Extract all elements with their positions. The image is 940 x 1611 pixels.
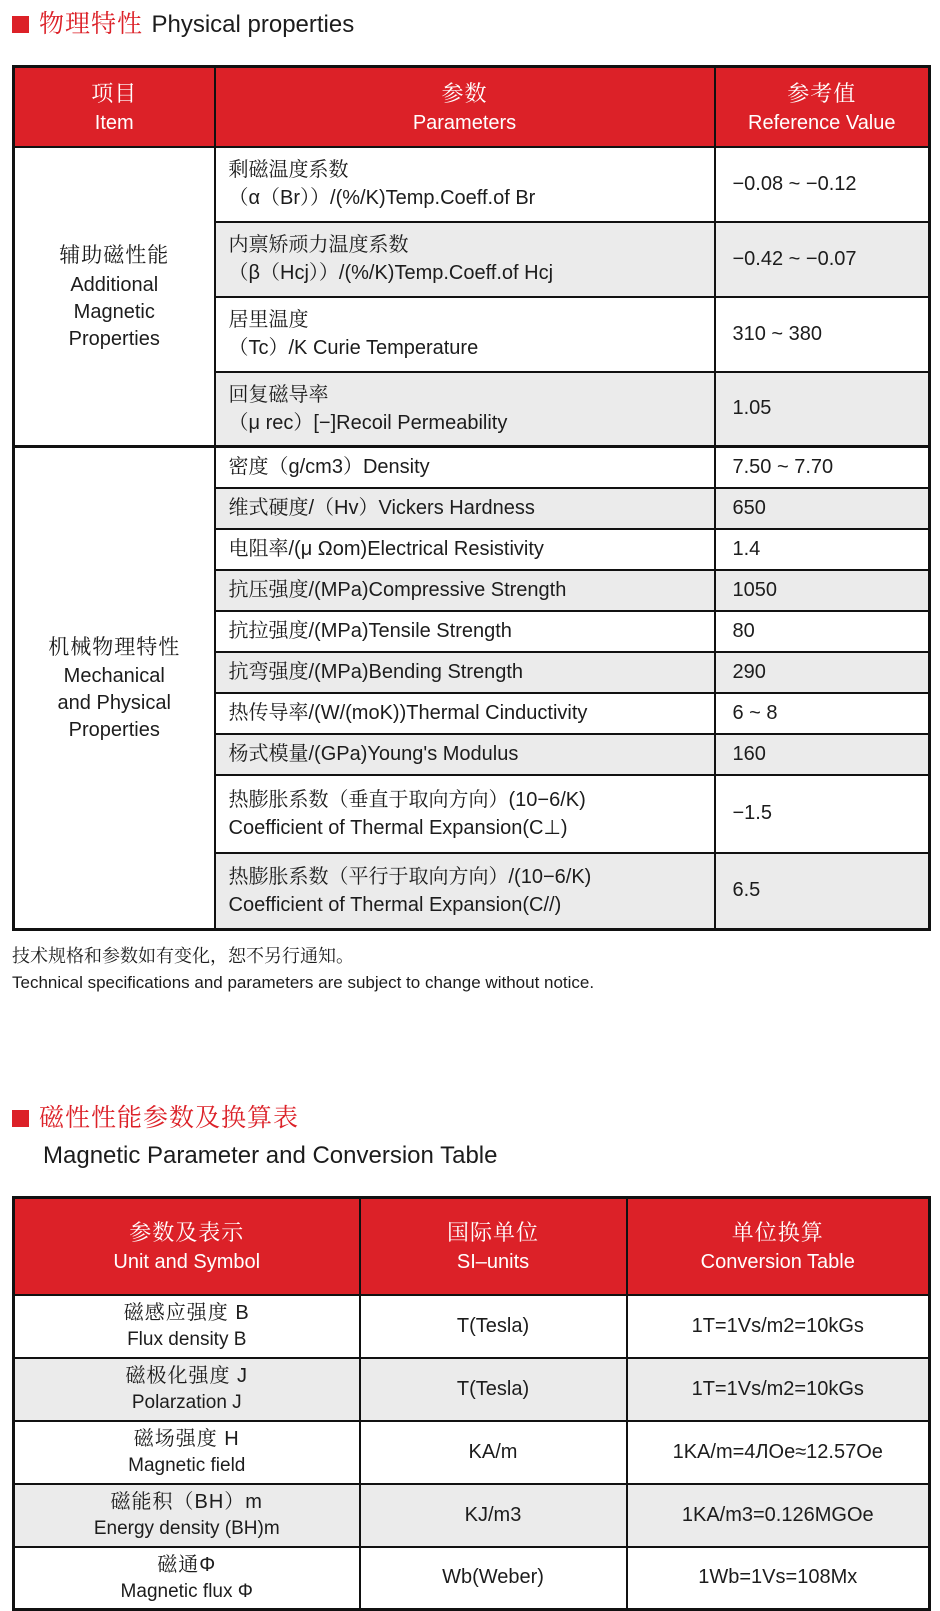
reference-value-cell: 650: [715, 488, 930, 529]
parameter-cell: 热膨胀系数（垂直于取向方向）(10−6/K) Coefficient of Thermal Expansion(C⊥): [215, 775, 715, 853]
reference-value-cell: 1.05: [715, 372, 930, 447]
si-unit-cell: T(Tesla): [360, 1358, 627, 1421]
reference-value-cell: −1.5: [715, 775, 930, 853]
table-row: [14, 1547, 930, 1610]
parameter-cell: 剩磁温度系数 （α（Br））/(%/K)Temp.Coeff.of Br: [215, 147, 715, 222]
section-title-zh: 磁性性能参数及换算表: [39, 1104, 300, 1132]
parameter-cell: 抗压强度/(MPa)Compressive Strength: [215, 570, 715, 611]
table-row: [14, 1484, 930, 1547]
conversion-cell: 1T=1Vs/m2=10kGs: [627, 1358, 930, 1421]
parameter-cell: 热传导率/(W/(moK))Thermal Cinductivity: [215, 693, 715, 734]
parameter-cell: 热膨胀系数（平行于取向方向）/(10−6/K) Coefficient of Thermal Expansion(C//): [215, 853, 715, 930]
reference-value-cell: −0.08 ~ −0.12: [715, 147, 930, 222]
column-header-conversion: 单位换算 Conversion Table: [627, 1198, 930, 1295]
table-header-row: [14, 1198, 930, 1295]
section-title-en: Magnetic Parameter and Conversion Table: [43, 1142, 498, 1169]
reference-value-cell: 6 ~ 8: [715, 693, 930, 734]
parameter-cell: 抗弯强度/(MPa)Bending Strength: [215, 652, 715, 693]
reference-value-cell: 160: [715, 734, 930, 775]
group-cell-mechanical-physical: 机械物理特性 Mechanical and Physical Properties: [14, 447, 215, 930]
red-square-bullet-icon: [12, 16, 29, 33]
column-header-reference-value: 参考值 Reference Value: [715, 67, 930, 147]
reference-value-cell: 7.50 ~ 7.70: [715, 447, 930, 488]
reference-value-cell: 6.5: [715, 853, 930, 930]
table-header-row: [14, 67, 930, 147]
reference-value-cell: 1050: [715, 570, 930, 611]
column-header-unit-symbol: 参数及表示 Unit and Symbol: [14, 1198, 360, 1295]
parameter-cell: 内禀矫顽力温度系数 （β（Hcj））/(%/K)Temp.Coeff.of Hcj: [215, 222, 715, 297]
disclaimer-en: Technical specifications and parameters are subject to change without notice.: [12, 973, 595, 992]
parameter-cell: 杨式模量/(GPa)Young's Modulus: [215, 734, 715, 775]
parameter-name-cell: 磁场强度 H Magnetic field: [14, 1421, 360, 1484]
table-row: [14, 1295, 930, 1358]
red-square-bullet-icon: [12, 1110, 29, 1127]
si-unit-cell: Wb(Weber): [360, 1547, 627, 1610]
disclaimer-note: [12, 943, 928, 996]
table-row: [14, 147, 930, 222]
parameter-cell: 回复磁导率 （μ rec）[−]Recoil Permeability: [215, 372, 715, 447]
table-row: [14, 447, 930, 488]
conversion-table: [12, 1196, 931, 1611]
section-heading-conversion: [12, 1102, 928, 1172]
section-title-zh: 物理特性: [39, 10, 144, 38]
parameter-cell: 维式硬度/（Hv）Vickers Hardness: [215, 488, 715, 529]
conversion-cell: 1Wb=1Vs=108Mx: [627, 1547, 930, 1610]
si-unit-cell: KJ/m3: [360, 1484, 627, 1547]
group-cell-additional-magnetic: 辅助磁性能 Additional Magnetic Properties: [14, 147, 215, 447]
section-heading-physical: [12, 8, 928, 44]
reference-value-cell: 1.4: [715, 529, 930, 570]
parameter-cell: 电阻率/(μ Ωom)Electrical Resistivity: [215, 529, 715, 570]
parameter-cell: 抗拉强度/(MPa)Tensile Strength: [215, 611, 715, 652]
parameter-name-cell: 磁能积（BH）m Energy density (BH)m: [14, 1484, 360, 1547]
parameter-cell: 居里温度 （Tc）/K Curie Temperature: [215, 297, 715, 372]
conversion-cell: 1T=1Vs/m2=10kGs: [627, 1295, 930, 1358]
disclaimer-zh: 技术规格和参数如有变化，恕不另行通知。: [12, 946, 354, 966]
parameter-cell: 密度（g/cm3）Density: [215, 447, 715, 488]
column-header-item: 项目 Item: [14, 67, 215, 147]
physical-properties-table: [12, 65, 931, 931]
reference-value-cell: 290: [715, 652, 930, 693]
table-row: [14, 1358, 930, 1421]
reference-value-cell: 310 ~ 380: [715, 297, 930, 372]
parameter-name-cell: 磁通Φ Magnetic flux Φ: [14, 1547, 360, 1610]
section-title-en: Physical properties: [151, 11, 355, 38]
reference-value-cell: 80: [715, 611, 930, 652]
parameter-name-cell: 磁感应强度 B Flux density B: [14, 1295, 360, 1358]
parameter-name-cell: 磁极化强度 J Polarzation J: [14, 1358, 360, 1421]
conversion-cell: 1KA/m3=0.126MGOe: [627, 1484, 930, 1547]
column-header-parameters: 参数 Parameters: [215, 67, 715, 147]
column-header-si-units: 国际单位 SI–units: [360, 1198, 627, 1295]
conversion-cell: 1KA/m=4ЛOe≈12.57Oe: [627, 1421, 930, 1484]
table-row: [14, 1421, 930, 1484]
si-unit-cell: T(Tesla): [360, 1295, 627, 1358]
si-unit-cell: KA/m: [360, 1421, 627, 1484]
reference-value-cell: −0.42 ~ −0.07: [715, 222, 930, 297]
